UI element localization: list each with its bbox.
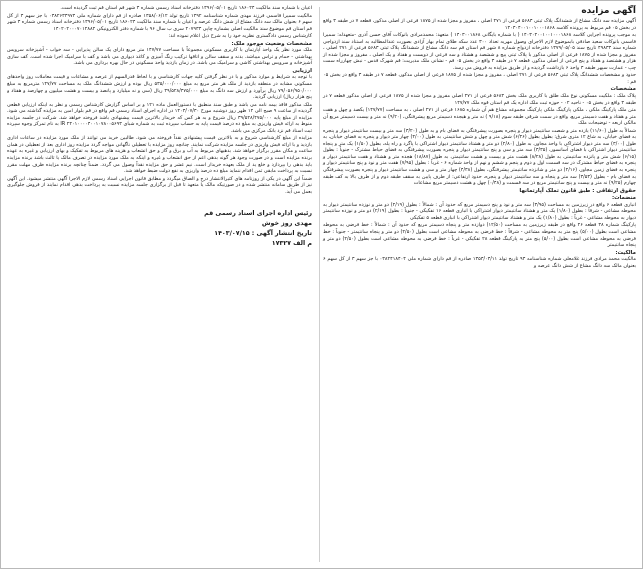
heading-easement: حقوق ارتفاقی : طبق قانون تملک آپارتمانها bbox=[519, 187, 636, 194]
paragraph-current-state: ملک مورد نظر یک واحد آپارتمان با کاربری مسکونی مجموعاً با مساحت ۱۴۷/۷۷ متر مربع دارای یک سالن پذیرایی - سه خواب - آشپزخانه سرویس بهداشتی - حمام و تراس میباشد. بدنه و سقف سالن و اتاقها ترکیب رنگ آمیزی و کاغذ دیواری می باشد و کف با سرامیک اجرا شده است. کف سازی آشپزخانه و سرویس بهداشتی کاشی و سرامیک می باشد. در زمان بازدید واحد مسکونی در حال بهره برداری می باشد. bbox=[7, 47, 312, 67]
paragraph-property-bounds: حدود و مشخصات ششدانگ پلاک ثبتی ۵۶۸۳ فرعی از ۲۷۱ اصلی ، مفروز و مجزا شده از ۱۸۷۵ فرعی از اصلی مذکور، قطعه ۷ در طبقه ۳ واقع در بخش ۰۵ قم : bbox=[323, 72, 636, 85]
paragraph-case-details: به موجب پرونده اجرایی کلاسه ۱۴۰۳۰۴۰۰۱۰۰۱۰۰۰۱۸۶۸ ( با شماره بایگانی ۱۴۰۳۰۰۱۸۶۸ ) متعهد: محمدمرادی بانوکات آقای حسن آذری -متعهدله: سمیرا قاسمی بانوکات سعید صادقی بابموضوع لازم الاجرای وصول مهریه تعداد ۳۰۰ عدد سکه طلای تمام بهار آزادی بصورت عندالمطالبه به استناد سند ازدواجی شماره سند ۴۹۸۳۳ تاریخ سند ۱۳۷۹/۰۵/۰۵ دفترخانه ازدواج شماره ۸ شهر قم استان قم سه دانگ مشاع از ششدانگ پلاک ثبتی ۵۶۸۳ فرعی از ۲۷۱ اصلی ، مفروز و مجزا شده از ۱۸۷۵ فرعی از اصلی مذکور با پلاک ثبتی پیچ و ششصد و هشتاد و سه فرعی از دویست و هفتاد و یک اصلی ، مفروز و مجزا شده از هزار و هشتصد و هفتاد و پنج فرعی از اصلی مذکور، قطعه ۷ در طبقه ۳ واقع در بخش ۰۵ قم - نشانی ملک مدیریت: قم شهرک قدس - نبش چهارراه سمت چپ - عمارت سپهر طبقه ۳ واحد ۶ بازداشت گردیده و از طریق مزایده به فروش می رسد. bbox=[323, 32, 636, 71]
column-divider bbox=[319, 7, 320, 562]
signature-block bbox=[7, 209, 312, 249]
left-column bbox=[7, 5, 315, 564]
paragraph-storage: انباری قطعه ۶ واقع در زیرزمین به مساحت (۳/۹۵) سه متر و نود و پنج دسیمتر مربع که حدود آن : شمالاً : بطول (۲/۱۹) دو متر و نوزده سانتیمتر دیوار به محوطه مشاعی - شرقاً : بطول (۱/۸۰) یک متر و هشتاد سانتیمتر دیوار اشتراکی با انباری قطعه ۱۶ تفکیکی - جنوباً : بطول (۲/۱۹) دو متر و نوزده سانتیمتر دیوار به محوطه مشاعی - غرباً : بطول (۱/۸۰) یک متر و هشتاد سانتیمتر دیوار اشتراکی با انباری قطعه ۵ تفکیکی bbox=[323, 201, 636, 221]
paragraph-publication: ضمناً این آگهی در یکی از روزنامه های کثیرالانتشار درج و الصاق میگردد و مطابق قانون اجرایی اسناد رسمی لازم الاجرا آگهی منتشر میشود. این آگهی نیز از طریق سامانه منتشر شده و در صورتیکه مالک یا متعهد تا قبل از برگزاری جلسه مزایده نسبت به پرداخت بدهی اقدام نمایند از فروش جلوگیری بعمل می آید. bbox=[7, 175, 312, 195]
heading-valuation: ارزیابی bbox=[292, 67, 312, 74]
heading-specs: مشخصات bbox=[610, 86, 636, 93]
notice-intro: آگهی مزایده سه دانگ مشاع از ششدانگ پلاک ثبتی ۵۶۸۳ فرعی از ۲۷۱ اصلی ، مفروز و مجزا شده از ۱۸۷۵ فرعی از اصلی مذکور، قطعه ۷ در طبقه ۳ واقع در بخش ۰۵ قم مربوط به پرونده کلاسه ۱۴۰۳۰۴۰۰۱۰۰۱۰۰۰۱۸۶۸ bbox=[323, 18, 636, 31]
signature-name: مهدی روز خوش bbox=[261, 220, 312, 228]
paragraph-parking: پارکینگ شماره ۳۸ قطعه ۲۶ واقع در طبقه زیرزمین به مساحت (۱۲/۵۰) دوازده متر و پنجاه دسیمتر مربع که حدود آن : شمالاً : خط فرضی به محوطه مشاعی است بطول (۵/۰۰) پنج متر به محوطه مشاعی - شرقاً : خط فرضی به محوطه مشاعی است بطول (۲/۵۰) دو متر و پنجاه سانتیمتر - جنوباً : خط فرضی به محوطه مشاعی است بطول (۵/۰۰) پنج متر به پارکینگ قطعه ۲۸ تفکیکی - غرباً : خط فرضی به محوطه مشاعی است بطول (۲/۵۰) دو متر و پنجاه سانتیمتر bbox=[323, 222, 636, 249]
paragraph-boundaries: شمالاً به طول (۱۱/۶۰) یازده متر و شصت سانتیمتر دیوار و پنجره بصورت پیشرفتگی به فضای بام و به طول (۳/۲۰) سه متر و بیست سانتیمتر دیوار و پنجره به فضای خیابان، به شاع ۱۲ متری شرق: بطول بطول (۶/۴۶) شش متر و چهل و شش سانتیمتر، به طول (۴/۰۰) چهار متر دیوار و پنجره به فضای خیابان، به طول (۳/۰۰) سه متر دیوار اشتراکی با واحد مجاور، به طول (۲/۸۰) دو متر و هشتاد سانتیمتر دیوار اشتراکی با پاگرد و راه پله، بطول (۱/۵۰) یک متر و پنجاه سانتیمتر دیوار اشتراکی با فضای آسانسور، (۳/۳۵) سه متر و سی و پنج سانتیمتر دیوار و پنجره بصورت پیشرفتگی به فضای حیاط مشترک - جنوباً : بطول (۶/۱۵) شش متر و پانزده سانتیمتر، به طول (۸/۲۸) هشت متر و بیست و هشت سانتیمتر، به طول (۱۸/۸۷) هجده متر و هشتاد و هفت سانتیمتر دیوار و پنجره به فضای حیاط مشترک در سه قسمت اول و دوم و پنجم و ششم و نهم از واحد شماره ۶ - غرباً : بطول (۷/۹۵) هفت متر و نود و پنج سانتیمتر دیوار و پنجره به فضای زمین مجاور، (۲/۱۶) دو متر و شانزده سانتیمتر پیشرفتگی، بطول (۴/۳۸) چهار متر و سی و هشت سانتیمتر دیوار و پنجره بصورت پیشرفتگی به فضای بام - بطول (۳/۵۳) سه متر و پنجاه و سه سانتیمتر دیوار و پنجره، حدود ارتفاعی: از طرف پایین به سقف طبقه دوم و از طرف بالا به کف طبقه چهارم (۹/۲۵) نه متر و بیست و پنج سانتیمتر مربع در سه قسمت و (۰/۴۸) چهل و هشت دسیمتر مربع مشاعات bbox=[323, 127, 636, 187]
paragraph-unit-info: متن ملک پارکینگ ملکی ، ملکی پارکینگ ملکی پارکینگ مجموعه مشاع هم آن شماره ۱۶۸۵ فرعی از ۲۷۱ اصلی ، به مساحت (۱۴۷/۷۷) یکصد و چهل و هفت متر و هفتاد و هفت دسیمتر مربع، واقع در سمت شرقی طبقه سوم (۹/۱۸ ) نه متر و هیجده دسیمتر مربع پیشرفتگی، (۹/۲۰) نه متر و بیست دسیمتر مربع آن مالکی اربعه - توضیحات ملک bbox=[323, 107, 636, 127]
paragraph-valuation: با توجه به شرایط و موارد مذکور و با در نظر گرفتن کلیه جهات کارشناسی و با لحاظ قدرالسهم از عرصه و مشاعات و قیمت معاملات روز واحدهای مسکونی مشابه در منطقه بازدید از ملک هر متر مربع به مبلغ ۵۳۵/۰۰۰/۰۰۰ ریال بوده و ارزش ششدانگ ملک به مساحت ۱۴۷/۷۷ مترمربع به مبلغ ۷۹/۰۵۶/۹۵۰/۰۰۰ ریال برآورد و ارزش سه دانگ به مبلغ ۳۹/۵۲۸/۴۷۵/۰۰۰ ریال (سی و نه میلیارد و پانصد و بیست و هشت میلیون و چهارصد و هفتاد و پنج هزار ریال) ارزیابی گردید. bbox=[7, 74, 313, 101]
paragraph-owner-2: مالکیت سمیرا قاسمی فرزند مهدی شماره شناسنامه ۱۴۹۲ تاریخ تولد ۱۳۵۸/۰۶/۱۲ صادره از قم دارای شماره ملی ۰۳۸۲۶۳۴۹۷۴ با جز سهم ۳ از کل سهم ۶ بعنوان مالک سه دانگ مشاع از شش دانگ عرصه و اعیان با شماره سند مالکیت ۱۸۶۰۲۴ تاریخ ۱۳۹۶/۰۵/۰۱ دفترخانه اسناد رسمی شماره ۳ شهر قم استان قم موضوع سند مالکیت اصلی بشماره چاپی ۲۰۷۹۳۳ سری ب سال ۹۶ با شماره دفتر الکترونیکی ۱۴۰۲۰۲۰۰۰۷۰۱۲۸۸۲ bbox=[7, 12, 312, 32]
notice-title: آگهی مزایده bbox=[581, 6, 636, 16]
paragraph-expert-intro: کارشناس رسمی دادگستری نظریه خود را به شرح ذیل اعلام نموده اند: bbox=[168, 33, 312, 40]
heading-ownership: مالکیت: bbox=[615, 249, 636, 256]
publication-date: تاریخ انتشار آگهی : ۱۴۰۳/۰۷/۱۵ bbox=[214, 230, 312, 238]
signature-title: رئیس اداره اجرای اسناد رسمی قم bbox=[204, 210, 312, 218]
right-column bbox=[320, 5, 636, 564]
paragraph-owner-1: مالکیت محمد مرادی فرزند غلامعلی شماره شناسنامه ۹۳ تاریخ تولد ۱۳۵۳/۰۳/۱۱ صادره از قم دارای شماره ملی ۰۳۸۲۴۱۸۴۰۴ با جز سهم ۳ از کل سهم ۶ بعنوان مالک سه دانگ مشاع از شش دانگ عرصه و bbox=[323, 256, 636, 269]
paragraph-owner-1-cont: اعیان با شماره سند مالکیت ۱۸۶۰۲۴ تاریخ ۱۳۹۶/۰۵/۰۱ دفترخانه اسناد رسمی شماره ۳ شهر قم استان قم ثبت گردیده است. bbox=[60, 5, 312, 11]
paragraph-conditions: مزایده از مبلغ کارشناسی شروع و به بالاترین قیمت پیشنهادی نقداً فروخته می شود. طالبین خرید می توانند از ملک مورد مزایده در ساعات اداری بازدید و با ارائه فیش واریزی در جلسه مزایده شرکت نمایند. چنانچه روز مزایده با تعطیلی ناگهانی مواجه گردد مزایده روز اداری بعد از تعطیلی در همان ساعت و مکان مقرر برگزار خواهد شد. بدهیهای مربوط به آب و برق و گاز و حق انشعاب و هزینه های مربوط به تفکیک و بهای ارزیابی و غیره به عهده برنده مزایده است و در صورت وجود هر گونه بدهی اعم از حق انشعاب و غیره و اینکه به ملک مورد مزایده در تصرف مالک یا ثالث باشد برنده مزایده باید بدهی را بپردازد و خلع ید از ملک بعهده خریدار است. نیم عشر و حق مزایده نقداً وصول می گردد. ضمناً چنانچه برنده مزایده ظرف مهلت مقرر نسبت به پرداخت مابقی ثمن اقدام ننماید مبلغ ده درصد واریزی به نفع دولت ضبط خواهد شد. bbox=[7, 135, 312, 175]
heading-attachments: منضمات: bbox=[611, 195, 636, 202]
paragraph-auction-terms: ملک مذکور فاقد بیمه نامه می باشد و طبق سند منطبق با دستورالعمل ماده ۱۲۱ و بر اساس گزارش کارشناس رسمی و نظر به اینکه ارزیابی قطعی گردیده از ساعت ۹ صبح الی ۱۲ ظهر روز دوشنبه مورخ ۱۴۰۳/۰۷/۳۰ در اداره اجرای اسناد رسمی قم واقع در قم بلوار امین به مزایده گذاشته می شود. مزایده از مبلغ پایه ۳۹/۵۲۸/۴۷۵/۰۰۰ ریال شروع و به هر کس که خریدار بالاترین قیمت پیشنهادی باشد فروخته خواهد شد. شرکت در جلسه مزایده منوط به ارائه فیش واریزی به مبلغ ده درصد قیمت پایه به حساب سپرده ثبت به شماره شبای IR ۲۴۰۱۰۰۰۰۴۰۰۱۰۷۸۰۰۵۶۹۳ به نام تمرکز وجوه سپرده ثبت اسناد قم نزد بانک مرکزی می باشد. bbox=[7, 101, 312, 134]
heading-current-state: مشخصات وضعیت موجود ملک: bbox=[231, 40, 312, 47]
notice-code: م الف ۱۷۳۲۷ bbox=[271, 240, 312, 248]
paragraph-plot-info: پلاک ملک : ملکیت مسکونی نوع ملک طلق با کاربری ملک بخش ۵۶۸۳ فرعی از ۲۷۱ اصلی مفروز و مجزا شده از ۱۸۷۵ فرعی از اصلی مذکور قطعه ۷ در طبقه ۳ واقع در بخش ۰۵ - ناحیه ۰۲ - حوزه ثبت ملک اداره یک قم استان قوه ملک ۱۴۷/۷۷ bbox=[323, 93, 636, 106]
